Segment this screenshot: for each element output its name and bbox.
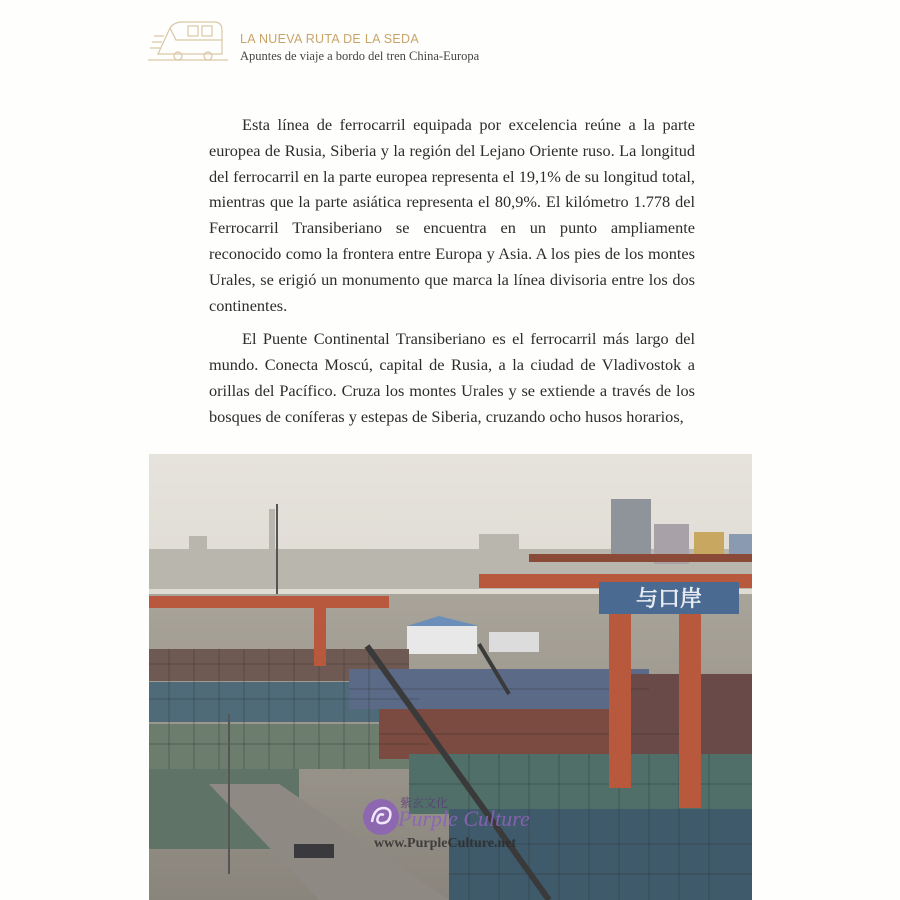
paragraph: El Puente Continental Transiberiano es el ferrocarril más largo del mundo. Conecta Moscú, capital de Rusia, a la ciudad de Vladivostok a orillas del Pacífico. Cruza los montes Urales y se extiende a través de los bosques de coníferas y estepas de Siberia, cruzando ocho husos horarios, (209, 329, 695, 426)
watermark (360, 792, 560, 862)
running-header (148, 14, 568, 70)
paragraph: Esta línea de ferrocarril equipada por excelencia reúne a la parte europea de Rusia, Siberia y la región del Lejano Oriente ruso. La longitud del ferrocarril en la parte europea representa el 19,1% de su longitud total, mientras que la parte asiática representa el 80,9%. El kilómetro 1.778 del Ferrocarril Transiberiano se encuentra en un punto ampliamente reconocido como la frontera entre Europa y Asia. A los pies de los montes Urales, se erigió un monumento que marca la línea divisoria entre los dos continentes. (209, 115, 695, 315)
purple-culture-logo-icon (360, 796, 402, 838)
watermark-url: www.PurpleCulture.net (374, 836, 517, 851)
header-subtitle: Apuntes de viaje a bordo del tren China-Europa (240, 49, 480, 63)
body-text (209, 112, 695, 438)
watermark-brand: Purple Culture (398, 806, 530, 831)
show-through-text (205, 459, 745, 529)
crane-sign: 与口岸 (635, 587, 703, 612)
header-title: LA NUEVA RUTA DE LA SEDA (240, 32, 420, 46)
train-icon (148, 14, 228, 68)
watermark-chinese: 紫玄文化 (400, 796, 449, 810)
